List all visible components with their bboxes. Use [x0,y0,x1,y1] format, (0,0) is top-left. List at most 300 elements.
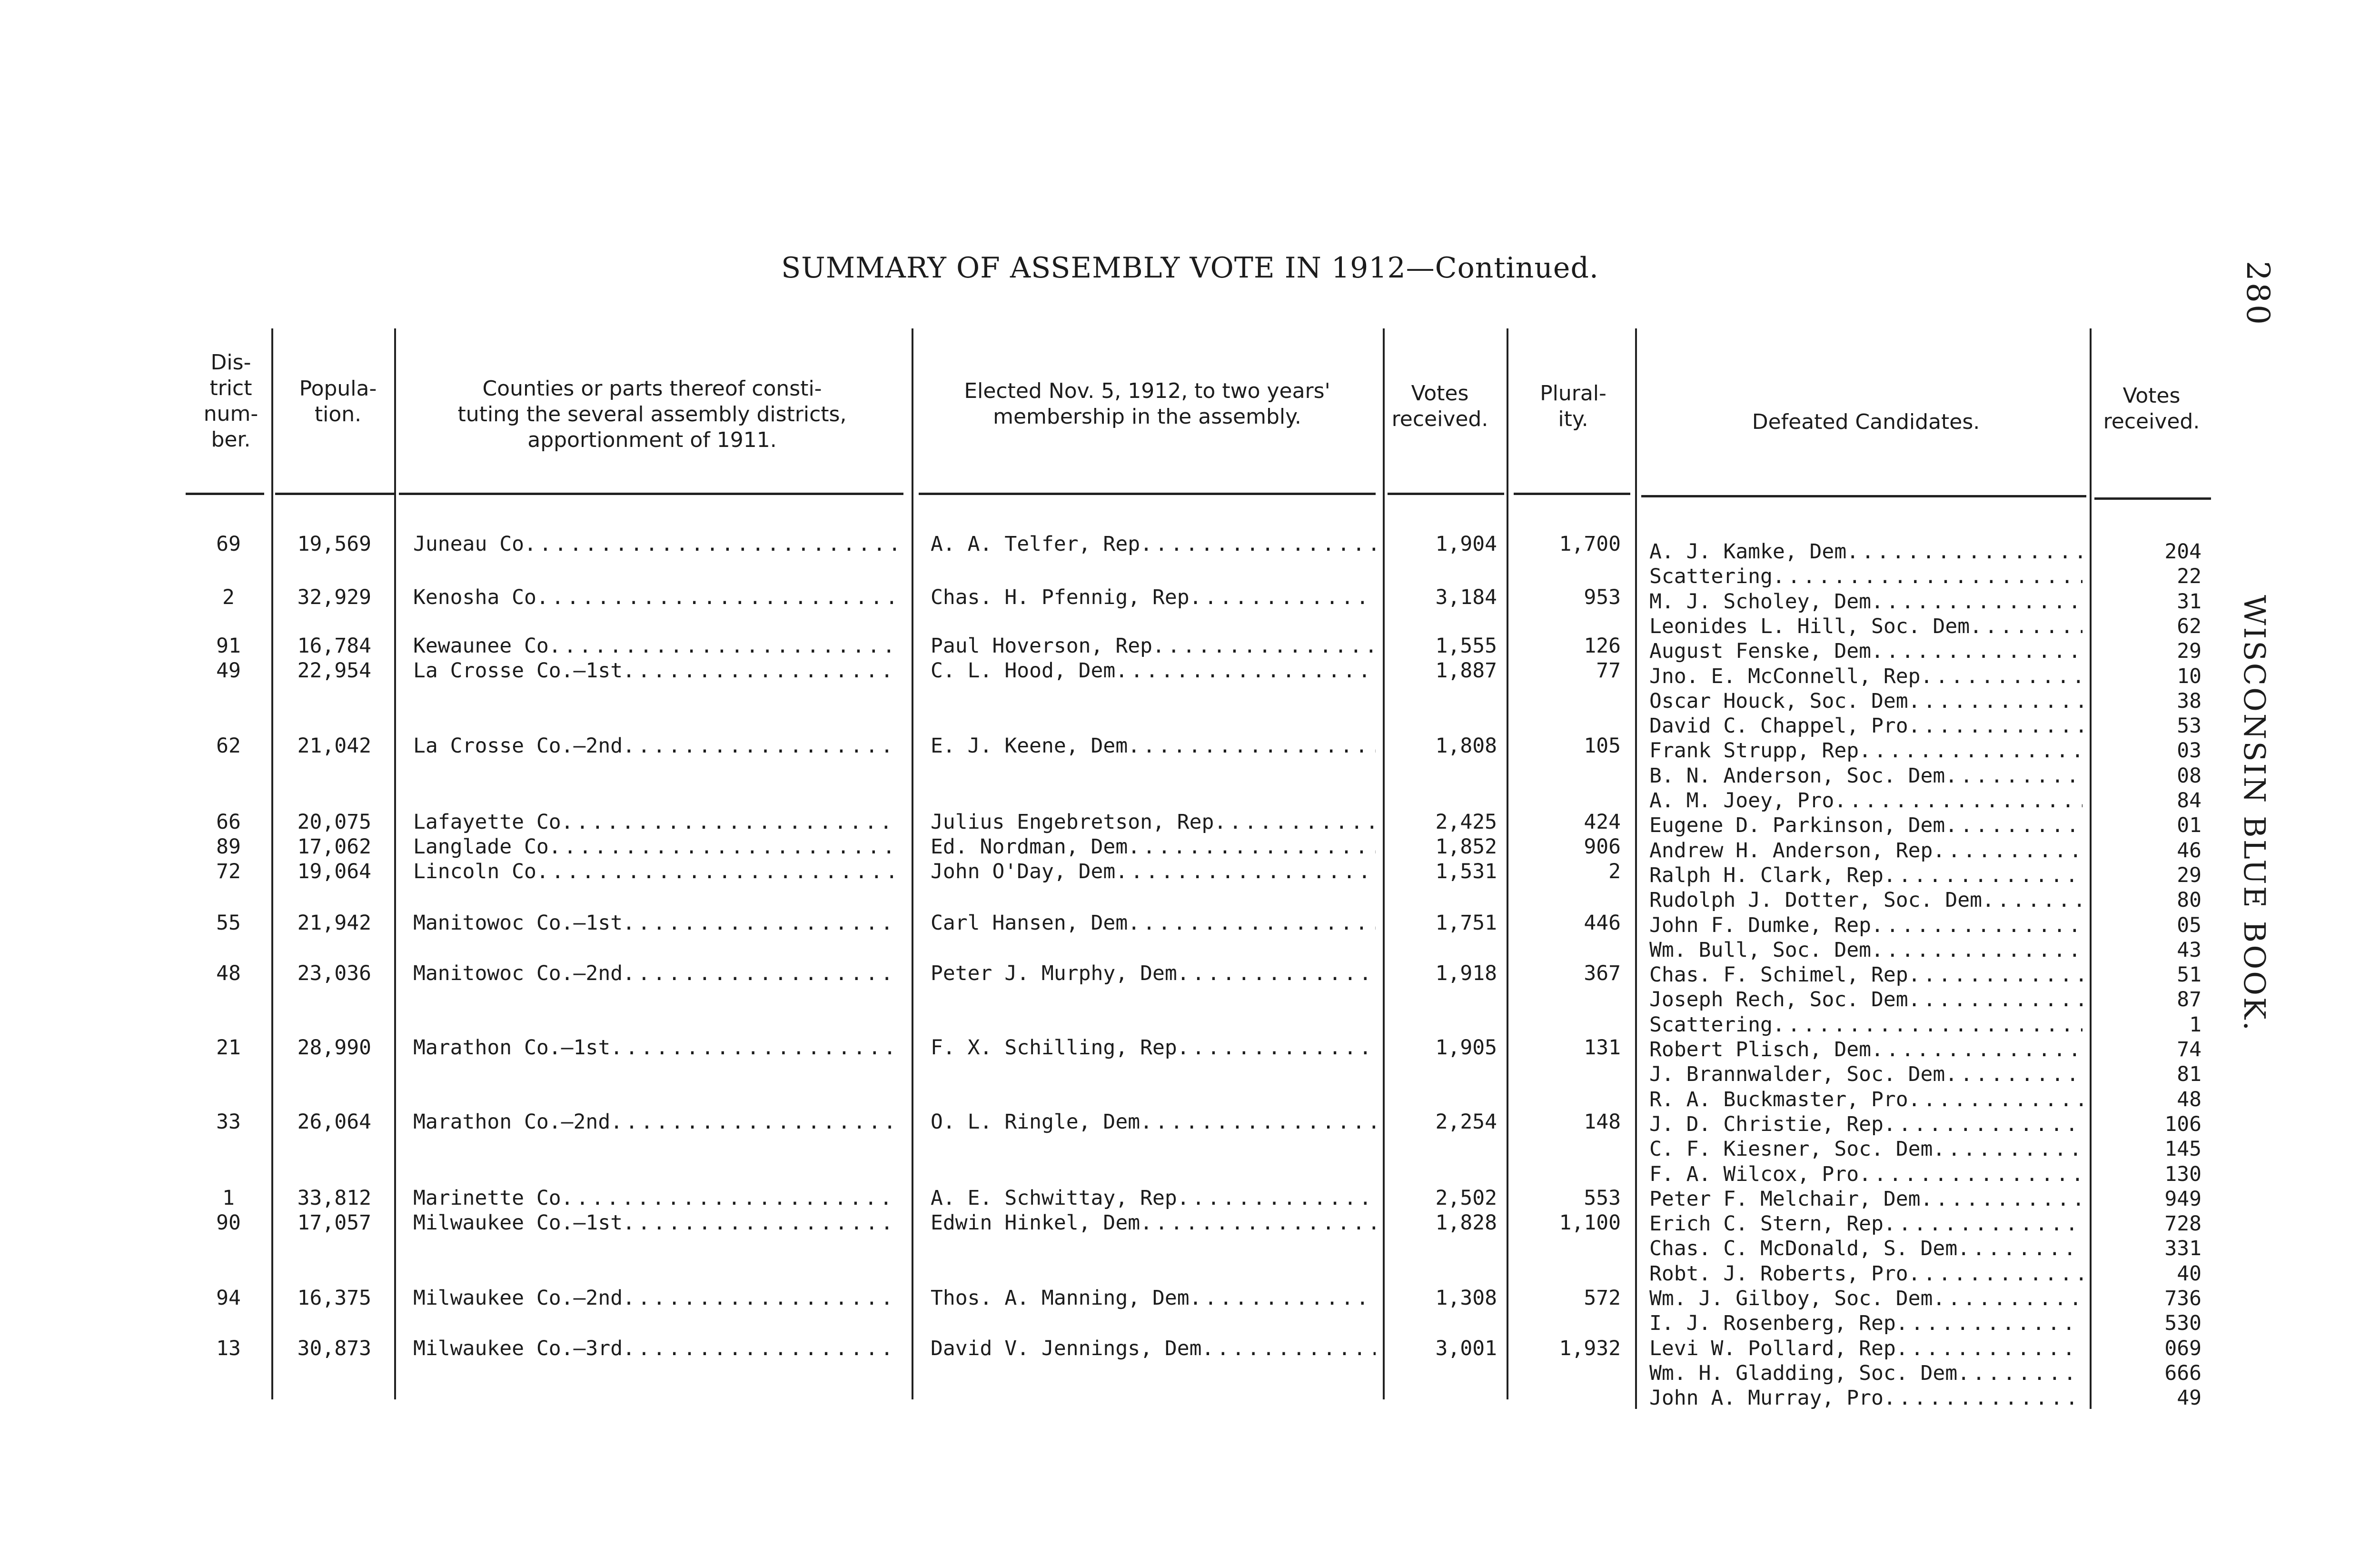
dot-leader [623,1210,899,1236]
defeated-candidate-text: Scattering [1649,565,1773,589]
defeated-votes: 10 [2177,664,2202,688]
county [413,1185,899,1211]
defeated-votes: 01 [2177,813,2202,838]
dot-leader [1177,1185,1376,1211]
defeated-candidate-text: Ralph H. Clark, Rep [1649,863,1884,887]
district-number: 21 [216,1036,241,1060]
votes-received: 3,184 [1435,585,1497,609]
district-number: 55 [216,911,241,935]
defeated-candidate-text: Frank Strupp, Rep [1649,739,1859,763]
dot-leader [1871,1037,2082,1062]
defeated-votes: 1 [2189,1012,2202,1037]
dot-leader [623,910,899,936]
defeated-votes: 40 [2177,1261,2202,1286]
defeated-candidate [1649,1136,2082,1162]
elected-member-text: O. L. Ringle, Dem [931,1110,1140,1134]
dot-leader [1115,859,1376,884]
dot-leader [536,859,899,884]
dot-leader [1921,664,2082,689]
population: 16,784 [297,634,371,658]
district-number: 90 [216,1211,241,1235]
county-text: La Crosse Co.—2nd [413,734,623,758]
defeated-candidate-text: Erich C. Stern, Rep [1649,1212,1884,1236]
dot-leader [549,834,899,860]
defeated-candidate [1649,987,2082,1012]
plurality: 446 [1584,911,1621,935]
dot-leader [1908,1087,2082,1112]
dot-leader [1908,987,2082,1012]
defeated-candidate [1649,1286,2082,1311]
elected-member-text: Ed. Nordman, Dem [931,835,1128,859]
dot-leader [1202,1336,1376,1361]
dot-leader [561,1185,899,1211]
county [413,834,899,860]
plurality: 906 [1584,835,1621,859]
population: 17,057 [297,1211,371,1235]
district-number: 66 [216,810,241,834]
elected-member [931,1185,1376,1211]
defeated-votes: 145 [2164,1137,2202,1161]
dot-leader [1933,838,2082,863]
defeated-candidate-text: Leonides L. Hill, Soc. Dem [1649,614,1970,638]
population: 26,064 [297,1110,371,1134]
defeated-candidate-text: Andrew H. Anderson, Rep [1649,838,1933,862]
header-rule [1641,495,2086,497]
votes-received: 2,425 [1435,810,1497,834]
county [413,531,899,557]
defeated-candidate-text: Rudolph J. Dotter, Soc. Dem [1649,888,1982,912]
defeated-candidate-text: Robert Plisch, Dem [1649,1038,1871,1061]
county-text: Kenosha Co [413,585,536,609]
defeated-votes: 949 [2164,1187,2202,1211]
defeated-candidate-text: Wm. H. Gladding, Soc. Dem [1649,1361,1958,1385]
dot-leader [1140,531,1376,557]
column-rule [2090,328,2092,1409]
county [413,733,899,759]
elected-member-text: Thos. A. Manning, Dem [931,1286,1190,1310]
population: 28,990 [297,1036,371,1060]
defeated-votes: 49 [2177,1386,2202,1410]
dot-leader [1859,738,2082,763]
county [413,859,899,884]
header-rule [1514,493,1630,495]
district-number: 33 [216,1110,241,1134]
header-rule [1388,493,1504,495]
dot-leader [1128,733,1376,759]
defeated-candidate [1649,937,2082,963]
dot-leader [1773,1012,2082,1038]
dot-leader [623,961,899,986]
dot-leader [1115,658,1376,684]
defeated-candidate [1649,738,2082,763]
defeated-candidate [1649,614,2082,639]
defeated-candidate-text: Jno. E. McConnell, Rep [1649,664,1921,688]
plurality: 1,700 [1559,532,1621,556]
header-rule [186,493,264,495]
dot-leader [1871,589,2082,614]
population: 16,375 [297,1286,371,1310]
elected-member [931,585,1376,610]
defeated-votes: 53 [2177,714,2202,738]
column-rule [1635,328,1637,1409]
district-number: 13 [216,1337,241,1360]
defeated-votes: 03 [2177,739,2202,763]
elected-member-text: E. J. Keene, Dem [931,734,1128,758]
county-text: Langlade Co [413,835,549,859]
header-defeated: Defeated Candidates. [1752,410,1980,434]
header-elected: Elected Nov. 5, 1912, to two years' membership in the assembly. [964,379,1330,429]
elected-member-text: David V. Jennings, Dem [931,1337,1202,1360]
defeated-candidate-text: F. A. Wilcox, Pro [1649,1162,1859,1186]
defeated-candidate [1649,763,2082,789]
defeated-votes: 29 [2177,639,2202,664]
population: 30,873 [297,1337,371,1360]
dot-leader [1773,564,2082,589]
dot-leader [536,585,899,610]
votes-received: 1,308 [1435,1286,1497,1310]
column-rule [271,328,273,1399]
defeated-votes: 48 [2177,1087,2202,1111]
dot-leader [1871,912,2082,938]
votes-received: 1,905 [1435,1036,1497,1060]
dot-leader [623,733,899,759]
defeated-votes: 74 [2177,1038,2202,1061]
population: 33,812 [297,1186,371,1210]
header-plurality: Plural- ity. [1540,381,1606,431]
defeated-candidate [1649,1385,2082,1411]
dot-leader [1957,1236,2082,1261]
county [413,585,899,610]
dot-leader [1908,713,2082,739]
defeated-votes: 106 [2164,1112,2202,1136]
elected-member [931,1035,1376,1060]
dot-leader [1921,1186,2082,1212]
defeated-candidate [1649,912,2082,938]
defeated-votes: 204 [2164,540,2202,564]
defeated-candidate [1649,788,2082,813]
dot-leader [1884,862,2082,888]
county-text: Juneau Co [413,532,524,556]
defeated-candidate-text: Levi W. Pollard, Rep [1649,1336,1896,1360]
defeated-candidate-text: Chas. F. Schimel, Rep [1649,963,1908,987]
page-title: SUMMARY OF ASSEMBLY VOTE IN 1912—Continued. [781,251,1599,285]
population: 17,062 [297,835,371,859]
elected-member-text: John O'Day, Dem [931,860,1116,883]
elected-member [931,531,1376,557]
defeated-candidate-text: Wm. J. Gilboy, Soc. Dem [1649,1287,1933,1310]
county [413,1109,899,1135]
elected-member [931,658,1376,684]
county-text: Marathon Co.—1st [413,1036,611,1060]
dot-leader [1908,688,2082,714]
defeated-votes: 81 [2177,1062,2202,1087]
defeated-candidate [1649,688,2082,714]
elected-member-text: Peter J. Murphy, Dem [931,961,1177,985]
population: 32,929 [297,585,371,609]
elected-member-text: Chas. H. Pfennig, Rep [931,585,1190,609]
district-number: 72 [216,860,241,883]
plurality: 77 [1596,659,1621,683]
dot-leader [1190,1285,1376,1311]
defeated-candidate [1649,887,2082,913]
dot-leader [524,531,899,557]
dot-leader [1945,813,2082,838]
votes-received: 1,852 [1435,835,1497,859]
district-number: 89 [216,835,241,859]
running-title: WISCONSIN BLUE BOOK. [2237,595,2272,1033]
county-text: Lafayette Co [413,810,561,834]
elected-member-text: A. A. Telfer, Rep [931,532,1140,556]
header-rule [399,493,903,495]
dot-leader [1859,1161,2082,1187]
votes-received: 1,828 [1435,1211,1497,1235]
population: 19,064 [297,860,371,883]
votes-received: 1,555 [1435,634,1497,658]
plurality: 1,932 [1559,1337,1621,1360]
defeated-candidate-text: A. J. Kamke, Dem [1649,540,1847,564]
elected-member [931,910,1376,936]
dot-leader [1834,788,2082,813]
defeated-candidate [1649,813,2082,838]
dot-leader [1884,1211,2082,1237]
header-population: Popula- tion. [299,377,377,426]
plurality: 553 [1584,1186,1621,1210]
plurality: 126 [1584,634,1621,658]
defeated-candidate-text: M. J. Scholey, Dem [1649,589,1871,614]
district-number: 48 [216,961,241,985]
header-rule [275,493,394,495]
elected-member [931,1336,1376,1361]
district-number: 62 [216,734,241,758]
dot-leader [1128,910,1376,936]
defeated-candidate [1649,1037,2082,1062]
header-defeated-votes: Votes received. [2103,384,2200,434]
votes-received: 1,904 [1435,532,1497,556]
county [413,633,899,659]
dot-leader [1152,633,1376,659]
defeated-candidate-text: C. F. Kiesner, Soc. Dem [1649,1137,1933,1161]
votes-received: 1,751 [1435,911,1497,935]
defeated-candidate [1649,1186,2082,1212]
defeated-candidate-text: August Fenske, Dem [1649,639,1871,664]
elected-member-text: Edwin Hinkel, Dem [931,1211,1140,1235]
population: 22,954 [297,659,371,683]
elected-member [931,1109,1376,1135]
county-text: Kewaunee Co [413,634,549,658]
population: 21,042 [297,734,371,758]
dot-leader [561,809,899,835]
column-rule [394,328,396,1399]
defeated-candidate-text: R. A. Buckmaster, Pro [1649,1087,1908,1111]
dot-leader [1896,1336,2082,1361]
county-text: Marathon Co.—2nd [413,1110,611,1134]
defeated-candidate [1649,1261,2082,1287]
defeated-candidate-text: David C. Chappel, Pro [1649,714,1908,738]
dot-leader [1908,1261,2082,1287]
elected-member [931,633,1376,659]
defeated-candidate-text: J. D. Christie, Rep [1649,1112,1884,1136]
defeated-candidate [1649,713,2082,739]
dot-leader [1884,1111,2082,1137]
defeated-candidate [1649,539,2082,565]
county-text: Milwaukee Co.—1st [413,1211,623,1235]
defeated-candidate [1649,564,2082,589]
defeated-candidate [1649,862,2082,888]
dot-leader [1970,614,2082,639]
plurality: 2 [1608,860,1621,883]
defeated-votes: 87 [2177,988,2202,1012]
elected-member-text: F. X. Schilling, Rep [931,1036,1177,1060]
defeated-candidate-text: Robt. J. Roberts, Pro [1649,1261,1908,1286]
elected-member-text: Carl Hansen, Dem [931,911,1128,935]
defeated-votes: 51 [2177,963,2202,987]
county [413,1035,899,1060]
plurality: 1,100 [1559,1211,1621,1235]
dot-leader [610,1109,899,1135]
defeated-candidate [1649,1336,2082,1361]
header-counties: Counties or parts thereof consti- tuting the several assembly districts, apportionment of 1911. [457,377,847,452]
dot-leader [1140,1109,1376,1135]
elected-member-text: Paul Hoverson, Rep [931,634,1152,658]
population: 20,075 [297,810,371,834]
dot-leader [1908,962,2082,988]
dot-leader [1957,1360,2082,1386]
defeated-candidate-text: Scattering [1649,1012,1773,1037]
defeated-votes: 38 [2177,689,2202,713]
plurality: 953 [1584,585,1621,609]
defeated-candidate-text: Wm. Bull, Soc. Dem [1649,938,1871,962]
county-text: Milwaukee Co.—3rd [413,1337,623,1360]
defeated-candidate [1649,1236,2082,1261]
elected-member [931,1285,1376,1311]
dot-leader [1945,763,2082,789]
county-text: Manitowoc Co.—2nd [413,961,623,985]
defeated-candidate-text: Joseph Rech, Soc. Dem [1649,988,1908,1012]
dot-leader [1884,1385,2082,1411]
column-rule [1507,328,1508,1399]
county-text: Marinette Co [413,1186,561,1210]
votes-received: 1,808 [1435,734,1497,758]
dot-leader [1177,1035,1376,1060]
header-rule [919,493,1376,495]
county [413,1336,899,1361]
defeated-votes: 05 [2177,913,2202,937]
defeated-votes: 80 [2177,888,2202,912]
population: 19,569 [297,532,371,556]
plurality: 131 [1584,1036,1621,1060]
defeated-votes: 43 [2177,938,2202,962]
county [413,809,899,835]
defeated-votes: 62 [2177,614,2202,638]
defeated-candidate [1649,1360,2082,1386]
defeated-candidate [1649,638,2082,664]
page-number: 280 [2240,261,2276,327]
defeated-candidate [1649,1161,2082,1187]
elected-member [931,809,1376,835]
defeated-candidate-text: A. M. Joey, Pro [1649,789,1835,813]
plurality: 424 [1584,810,1621,834]
dot-leader [1214,809,1376,835]
dot-leader [549,633,899,659]
county [413,910,899,936]
dot-leader [1190,585,1376,610]
defeated-votes: 530 [2164,1311,2202,1336]
dot-leader [1128,834,1376,860]
header-rule [2094,497,2211,500]
elected-member [931,1210,1376,1236]
dot-leader [1945,1061,2082,1087]
plurality: 148 [1584,1110,1621,1134]
county [413,1210,899,1236]
defeated-votes: 31 [2177,589,2202,614]
votes-received: 1,918 [1435,961,1497,985]
header-district: Dis- trict num- ber. [203,350,258,452]
district-number: 94 [216,1286,241,1310]
header-votes: Votes received. [1391,381,1488,431]
county-text: La Crosse Co.—1st [413,659,623,683]
dot-leader [1140,1210,1376,1236]
defeated-candidate-text: John F. Dumke, Rep [1649,913,1871,937]
defeated-candidate-text: John A. Murray, Pro [1649,1386,1884,1410]
defeated-candidate-text: Oscar Houck, Soc. Dem [1649,689,1908,713]
county [413,1285,899,1311]
dot-leader [1177,961,1376,986]
defeated-votes: 331 [2164,1237,2202,1261]
dot-leader [1933,1136,2082,1162]
defeated-votes: 130 [2164,1162,2202,1186]
elected-member-text: Julius Engebretson, Rep [931,810,1214,834]
votes-received: 2,502 [1435,1186,1497,1210]
dot-leader [1871,937,2082,963]
defeated-candidate [1649,1111,2082,1137]
elected-member-text: C. L. Hood, Dem [931,659,1116,683]
county-text: Lincoln Co [413,860,536,883]
dot-leader [623,1336,899,1361]
county-text: Milwaukee Co.—2nd [413,1286,623,1310]
plurality: 572 [1584,1286,1621,1310]
defeated-votes: 29 [2177,863,2202,887]
plurality: 105 [1584,734,1621,758]
defeated-candidate-text: Eugene D. Parkinson, Dem [1649,813,1945,838]
votes-received: 3,001 [1435,1337,1497,1360]
defeated-candidate-text: Chas. C. McDonald, S. Dem [1649,1237,1958,1261]
elected-member [931,834,1376,860]
defeated-candidate [1649,962,2082,988]
defeated-candidate-text: Peter F. Melchair, Dem [1649,1187,1921,1211]
defeated-candidate [1649,664,2082,689]
dot-leader [1846,539,2082,565]
column-rule [912,328,913,1399]
defeated-candidate [1649,589,2082,614]
plurality: 367 [1584,961,1621,985]
county-text: Manitowoc Co.—1st [413,911,623,935]
defeated-candidate [1649,1087,2082,1112]
county [413,658,899,684]
dot-leader [623,1285,899,1311]
defeated-candidate [1649,1061,2082,1087]
dot-leader [1982,887,2082,913]
district-number: 2 [222,585,235,609]
dot-leader [623,658,899,684]
defeated-votes: 22 [2177,565,2202,589]
elected-member [931,961,1376,986]
defeated-votes: 84 [2177,789,2202,813]
defeated-candidate [1649,1211,2082,1237]
dot-leader [610,1035,899,1060]
population: 23,036 [297,961,371,985]
county [413,961,899,986]
votes-received: 2,254 [1435,1110,1497,1134]
